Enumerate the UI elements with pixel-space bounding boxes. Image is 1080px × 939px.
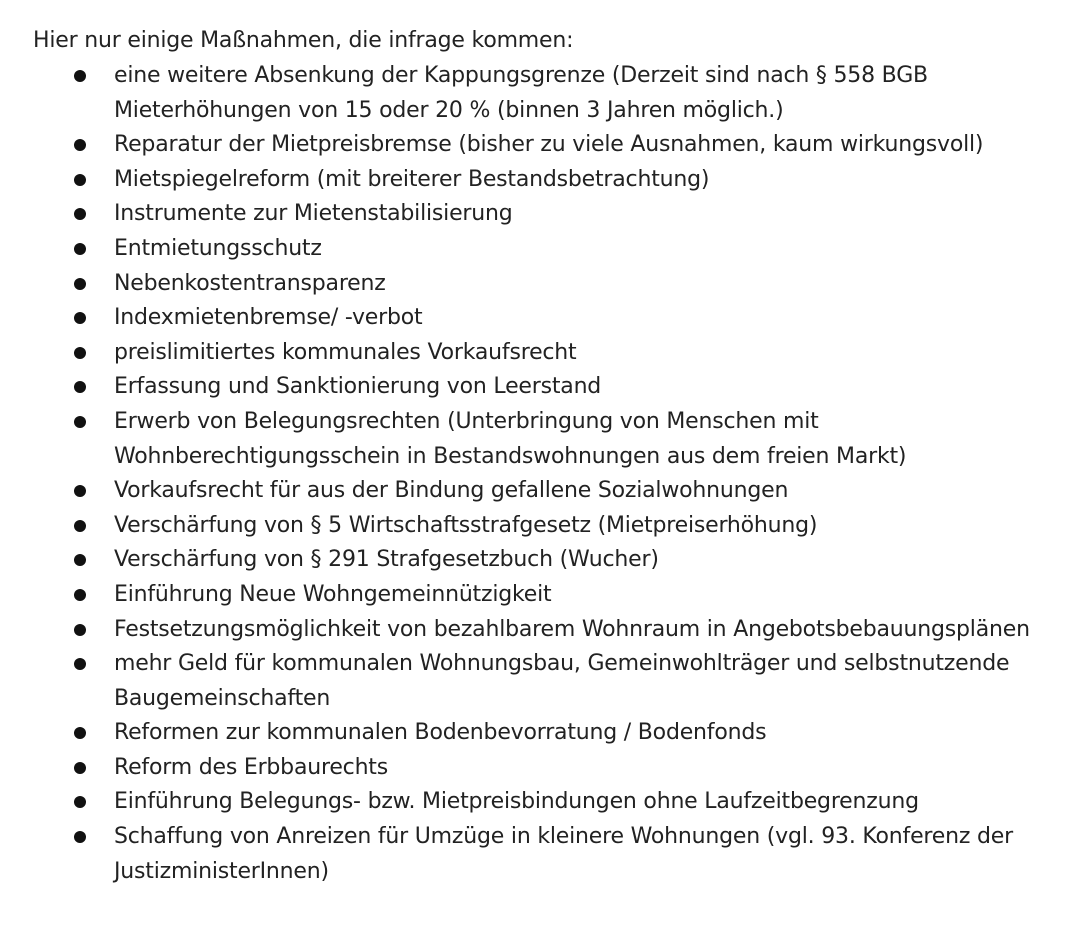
bullet-icon <box>74 174 86 186</box>
list-item-text: mehr Geld für kommunalen Wohnungsbau, Gemeinwohlträger und selbstnutzende <box>114 651 1010 677</box>
list-item <box>0 370 1080 405</box>
bullet-icon <box>74 796 86 808</box>
list-item-text: Vorkaufsrecht für aus der Bindung gefallene Sozialwohnungen <box>114 478 789 504</box>
list-item <box>0 474 1080 509</box>
bullet-icon <box>74 485 86 497</box>
bullet-icon <box>74 554 86 566</box>
bullet-icon <box>74 70 86 82</box>
list-item <box>0 820 1080 889</box>
list-item-text: Erfassung und Sanktionierung von Leerstand <box>114 374 602 400</box>
list-item-text: JustizministerInnen) <box>114 858 329 884</box>
list-item-text: eine weitere Absenkung der Kappungsgrenze (Derzeit sind nach § 558 BGB <box>114 63 928 88</box>
list-item <box>0 336 1080 371</box>
list-item <box>0 405 1080 474</box>
list-item <box>0 785 1080 820</box>
bullet-icon <box>74 762 86 774</box>
list-item <box>0 751 1080 786</box>
list-item <box>0 59 1080 128</box>
bullet-icon <box>74 831 86 843</box>
list-item-text: Instrumente zur Mietenstabilisierung <box>114 201 513 227</box>
list-item <box>0 578 1080 613</box>
bullet-icon <box>74 520 86 532</box>
list-item <box>0 232 1080 267</box>
list-item-text: Verschärfung von § 291 Strafgesetzbuch (Wucher) <box>114 547 659 573</box>
list-item-text: Wohnberechtigungsschein in Bestandswohnungen aus dem freien Markt) <box>114 443 907 469</box>
bullet-icon <box>74 381 86 393</box>
bullet-icon <box>74 589 86 601</box>
list-item <box>0 613 1080 648</box>
list-item <box>0 301 1080 336</box>
list-item-text: preislimitiertes kommunales Vorkaufsrecht <box>114 339 577 365</box>
list-item <box>0 197 1080 232</box>
list-item-text: Reformen zur kommunalen Bodenbevorratung / Bodenfonds <box>114 720 767 746</box>
bullet-icon <box>74 727 86 739</box>
bullet-icon <box>74 624 86 636</box>
list-item <box>0 647 1080 716</box>
list-item-text: Entmietungsschutz <box>114 235 322 261</box>
list-item <box>0 163 1080 198</box>
list-item <box>0 543 1080 578</box>
bullet-icon <box>74 312 86 324</box>
bullet-icon <box>74 139 86 151</box>
list-item-text: Einführung Belegungs- bzw. Mietpreisbindungen ohne Laufzeitbegrenzung <box>114 789 919 815</box>
bullet-icon <box>74 243 86 255</box>
intro-text: Hier nur einige Maßnahmen, die infrage kommen: <box>33 28 574 53</box>
list-item-text: Reparatur der Mietpreisbremse (bisher zu viele Ausnahmen, kaum wirkungsvoll) <box>114 132 984 158</box>
measures-list <box>0 59 1080 889</box>
bullet-icon <box>74 347 86 359</box>
list-item <box>0 128 1080 163</box>
bullet-icon <box>74 278 86 290</box>
list-item-text: Mieterhöhungen von 15 oder 20 % (binnen 3 Jahren möglich.) <box>114 97 784 123</box>
list-item-text: Festsetzungsmöglichkeit von bezahlbarem Wohnraum in Angebotsbebauungsplänen <box>114 616 1030 642</box>
list-item-text: Schaffung von Anreizen für Umzüge in kleinere Wohnungen (vgl. 93. Konferenz der <box>114 824 1013 850</box>
list-item-text: Erwerb von Belegungsrechten (Unterbringung von Menschen mit <box>114 408 819 434</box>
list-item-text: Einführung Neue Wohngemeinnützigkeit <box>114 581 552 607</box>
list-item-text: Nebenkostentransparenz <box>114 270 386 296</box>
list-item-text: Mietspiegelreform (mit breiterer Bestandsbetrachtung) <box>114 166 710 192</box>
list-item <box>0 716 1080 751</box>
list-item-text: Reform des Erbbaurechts <box>114 754 388 780</box>
list-item <box>0 509 1080 544</box>
bullet-icon <box>74 208 86 220</box>
list-item-text: Indexmietenbremse/ -verbot <box>114 305 423 331</box>
list-item <box>0 267 1080 302</box>
bullet-icon <box>74 658 86 670</box>
bullet-icon <box>74 416 86 428</box>
list-item-text: Baugemeinschaften <box>114 685 331 711</box>
list-item-text: Verschärfung von § 5 Wirtschaftsstrafgesetz (Mietpreiserhöhung) <box>114 512 818 538</box>
